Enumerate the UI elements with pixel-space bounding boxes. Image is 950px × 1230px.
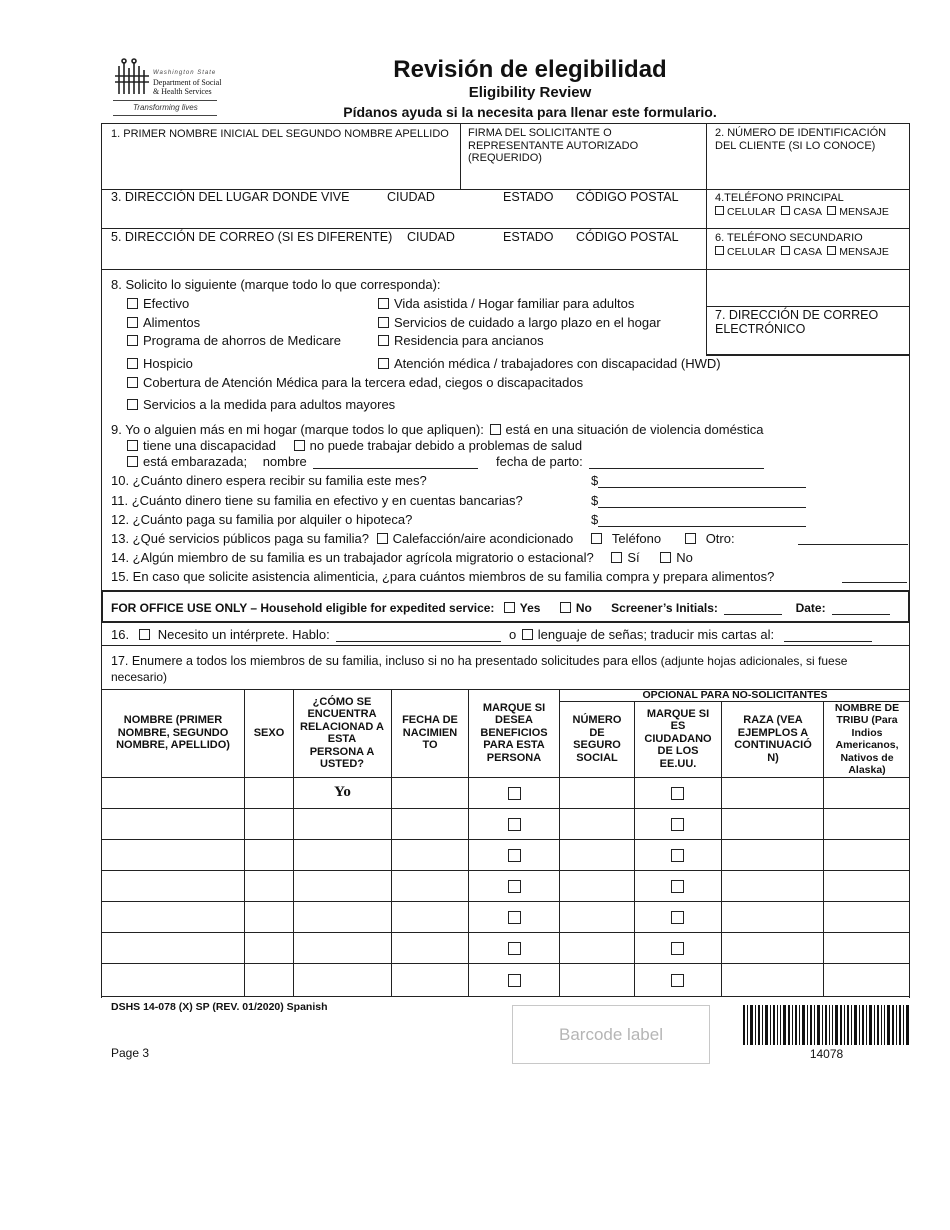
barcode-number: 14078	[809, 1047, 844, 1061]
q10-dollar: $	[591, 473, 599, 488]
q14-yes-checkbox[interactable]	[611, 552, 622, 563]
main-phone-msg-checkbox[interactable]	[827, 206, 836, 215]
q16-letters-input[interactable]	[784, 628, 872, 642]
q9-due-label: fecha de parto:	[496, 454, 583, 469]
field-email[interactable]	[715, 308, 905, 336]
field-name-label: 1. PRIMER NOMBRE INICIAL DEL SEGUNDO NOMBRE APELLIDO	[111, 128, 449, 140]
benefits-checkbox[interactable]	[508, 818, 521, 831]
q16-number: 16.	[111, 627, 130, 642]
q13-other-label: Otro:	[705, 531, 735, 546]
office-use-label: FOR OFFICE USE ONLY – Household eligible for expedited service:	[111, 601, 495, 615]
q13-phone-checkbox[interactable]	[591, 533, 602, 544]
q16-label: Necesito un intérprete. Hablo:	[157, 627, 330, 642]
field-client-id[interactable]	[715, 127, 905, 153]
field-mailing-address[interactable]	[111, 230, 701, 266]
option-hwd-label: Atención médica / trabajadores con discapacidad (HWD)	[394, 356, 721, 371]
option-long-term-care-checkbox[interactable]	[378, 317, 389, 328]
barcode-icon	[743, 1005, 910, 1045]
secondary-phone-cell-checkbox[interactable]	[715, 246, 724, 255]
col-benefits-header: MARQUE SI DESEA BENEFICIOS PARA ESTA PERSONA	[480, 701, 548, 764]
col-name-header: NOMBRE (PRIMER NOMBRE, SEGUNDO NOMBRE, APELLIDO)	[116, 714, 230, 752]
benefits-checkbox[interactable]	[508, 849, 521, 862]
q9-disability-label: tiene una discapacidad	[143, 438, 276, 453]
option-food-checkbox[interactable]	[127, 317, 138, 328]
option-food[interactable]	[127, 314, 341, 333]
secondary-phone-home-label: CASA	[793, 246, 822, 258]
form-title-english: Eligibility Review	[468, 84, 592, 101]
citizen-checkbox[interactable]	[671, 880, 684, 893]
field-signature[interactable]	[468, 127, 668, 165]
citizen-checkbox[interactable]	[671, 942, 684, 955]
option-medicare-savings-label: Programa de ahorros de Medicare	[143, 333, 341, 348]
field-address-state: ESTADO	[503, 190, 554, 204]
q10-label: 10. ¿Cuánto dinero espera recibir su familia este mes?	[111, 473, 427, 488]
option-nursing-home-label: Residencia para ancianos	[394, 333, 544, 348]
option-assisted-living-checkbox[interactable]	[378, 298, 389, 309]
q9-pregnant-label: está embarazada;	[143, 454, 248, 469]
table-row	[102, 840, 909, 870]
citizen-checkbox[interactable]	[671, 974, 684, 987]
q9-cannot-work-label: no puede trabajar debido a problemas de salud	[309, 438, 583, 453]
col-dob-header: FECHA DE NACIMIEN TO	[402, 714, 458, 752]
field-main-phone[interactable]	[715, 191, 907, 219]
option-aged-blind-disabled-checkbox[interactable]	[127, 377, 138, 388]
option-hospice[interactable]	[127, 356, 193, 371]
option-tailored-services[interactable]	[127, 397, 395, 412]
dshs-logo	[113, 58, 223, 116]
option-cash-checkbox[interactable]	[127, 298, 138, 309]
q12-label: 12. ¿Cuánto paga su familia por alquiler o hipoteca?	[111, 512, 413, 527]
field-mailing-state: ESTADO	[503, 230, 554, 244]
q16-interpreter-checkbox[interactable]	[139, 629, 150, 640]
option-assisted-living[interactable]	[378, 295, 661, 314]
field-address-label: 3. DIRECCIÓN DEL LUGAR DONDE VIVE	[111, 190, 350, 204]
benefits-checkbox[interactable]	[508, 974, 521, 987]
option-hospice-label: Hospicio	[143, 356, 193, 371]
option-cash[interactable]	[127, 295, 341, 314]
citizen-checkbox[interactable]	[671, 787, 684, 800]
q8-title: 8. Solicito lo siguiente (marque todo lo que corresponda):	[111, 277, 441, 292]
field-mailing-city: CIUDAD	[407, 230, 455, 244]
q16-sign-label: lenguaje de señas; traducir mis cartas al:	[537, 627, 775, 642]
office-initials-label: Screener’s Initials:	[611, 601, 718, 615]
q14-no-label: No	[676, 550, 693, 565]
field-secondary-phone-label: 6. TELÉFONO SECUNDARIO	[715, 232, 863, 244]
field-email-label: 7. DIRECCIÓN DE CORREO ELECTRÓNICO	[715, 308, 879, 336]
q15-label: 15. En caso que solicite asistencia alimenticia, ¿para cuántos miembros de su familia compra y prepara alimentos?	[111, 569, 775, 584]
field-signature-label: FIRMA DEL SOLICITANTE O REPRESENTANTE AUTORIZADO (REQUERIDO)	[468, 127, 639, 164]
page-number: Page 3	[111, 1046, 150, 1060]
benefits-checkbox[interactable]	[508, 880, 521, 893]
table-row	[102, 809, 909, 839]
option-long-term-care[interactable]	[378, 314, 661, 333]
table-row	[102, 964, 909, 996]
main-phone-home-label: CASA	[793, 206, 822, 218]
form-title: Revisión de elegibilidad	[393, 56, 667, 83]
main-phone-home-checkbox[interactable]	[781, 206, 790, 215]
q11-label: 11. ¿Cuánto dinero tiene su familia en efectivo y en cuentas bancarias?	[111, 493, 523, 508]
form-number: DSHS 14-078 (X) SP (REV. 01/2020) Spanish	[111, 1001, 328, 1013]
option-long-term-care-label: Servicios de cuidado a largo plazo en el hogar	[394, 314, 661, 330]
q15-input[interactable]	[842, 569, 907, 583]
q9-dv-checkbox[interactable]	[490, 424, 501, 435]
q13-other-checkbox[interactable]	[685, 533, 696, 544]
option-assisted-living-label: Vida asistida / Hogar familiar para adultos	[394, 296, 635, 311]
office-yes-label: Yes	[519, 601, 541, 615]
q16-or: o	[508, 627, 517, 642]
option-medicare-savings-checkbox[interactable]	[127, 335, 138, 346]
q9-name-input[interactable]	[313, 455, 478, 469]
field-mailing-zip: CÓDIGO POSTAL	[576, 230, 679, 244]
citizen-checkbox[interactable]	[671, 849, 684, 862]
q11-input[interactable]	[598, 494, 806, 508]
q17-label: 17. Enumere a todos los miembros de su familia, incluso si no ha presentado solicitudes para ellos	[111, 654, 658, 668]
office-date-input[interactable]	[832, 601, 890, 615]
field-mailing-label: 5. DIRECCIÓN DE CORREO (SI ES DIFERENTE)	[111, 230, 393, 244]
benefits-checkbox[interactable]	[508, 911, 521, 924]
main-phone-cell-label: CELULAR	[727, 206, 776, 218]
barcode-label-box	[512, 1005, 710, 1064]
option-medicare-savings[interactable]	[127, 332, 341, 351]
main-phone-cell-checkbox[interactable]	[715, 206, 724, 215]
secondary-phone-cell-label: CELULAR	[727, 246, 776, 258]
q9-disability-checkbox[interactable]	[127, 440, 138, 451]
office-no-checkbox[interactable]	[560, 602, 571, 613]
q9-name-label: nombre	[262, 454, 307, 469]
field-address-city: CIUDAD	[387, 190, 435, 204]
option-hwd[interactable]	[378, 356, 721, 371]
table-row	[102, 933, 909, 963]
option-hospice-checkbox[interactable]	[127, 358, 138, 369]
form-subtitle: Pídanos ayuda si la necesita para llenar este formulario.	[343, 104, 717, 120]
col-tribe-header: NOMBRE DE TRIBU (Para Indios Americanos, Nativos de Alaska)	[834, 701, 900, 776]
logo-dept: Department of Social	[153, 78, 222, 87]
q14-yes-label: Sí	[627, 550, 640, 565]
field-client-id-label: 2. NÚMERO DE IDENTIFICACIÓN DEL CLIENTE (SI LO CONOCE)	[715, 127, 887, 152]
office-initials-input[interactable]	[724, 601, 782, 615]
benefits-checkbox[interactable]	[508, 787, 521, 800]
q11-dollar: $	[591, 493, 599, 508]
q9-dv-label: está en una situación de violencia doméstica	[505, 422, 764, 437]
logo-dept-2: & Health Services	[153, 87, 212, 96]
option-aged-blind-disabled[interactable]	[127, 375, 583, 390]
table-row	[102, 902, 909, 932]
q14-label: 14. ¿Algún miembro de su familia es un trabajador agrícola migratorio o estacional?	[111, 550, 594, 565]
col-relation-header: ¿CÓMO SE ENCUENTRA RELACIONAD A ESTA PERSONA A USTED?	[300, 695, 384, 770]
logo-tagline: Transforming lives	[133, 103, 198, 112]
barcode-label-text: Barcode label	[559, 1024, 663, 1044]
field-address[interactable]	[111, 190, 701, 226]
q9-due-input[interactable]	[589, 455, 764, 469]
option-tailored-services-label: Servicios a la medida para adultos mayores	[143, 397, 396, 412]
option-food-label: Alimentos	[143, 314, 201, 330]
q13-phone-label: Teléfono	[611, 531, 662, 546]
office-no-label: No	[575, 601, 592, 615]
field-secondary-phone[interactable]	[715, 231, 907, 259]
table-optional-header: OPCIONAL PARA NO-SOLICITANTES	[642, 688, 828, 701]
option-tailored-services-checkbox[interactable]	[127, 399, 138, 410]
q9-lead: 9. Yo o alguien más en mi hogar (marque todos lo que apliquen):	[111, 422, 484, 437]
citizen-checkbox[interactable]	[671, 818, 684, 831]
secondary-phone-home-checkbox[interactable]	[781, 246, 790, 255]
q10-input[interactable]	[598, 474, 806, 488]
main-phone-msg-label: MENSAJE	[839, 206, 889, 218]
q9-pregnant-checkbox[interactable]	[127, 456, 138, 467]
option-cash-label: Efectivo	[143, 296, 190, 311]
field-address-zip: CÓDIGO POSTAL	[576, 190, 679, 204]
table-row	[102, 778, 909, 808]
q17-note: (adjunte hojas adicionales, si fuese necesario)	[111, 654, 848, 684]
col-citizen-header: MARQUE SI ES CIUDADANO DE LOS EE.UU.	[644, 707, 712, 770]
q13-label: 13. ¿Qué servicios públicos paga su familia?	[111, 531, 369, 546]
logo-state: Washington State	[153, 70, 217, 76]
q12-dollar: $	[591, 512, 599, 527]
q16-language-input[interactable]	[336, 628, 501, 642]
table-row	[102, 871, 909, 901]
col-ssn-header: NÚMERO DE SEGURO SOCIAL	[572, 714, 622, 764]
secondary-phone-msg-label: MENSAJE	[839, 246, 889, 258]
field-main-phone-label: 4.TELÉFONO PRINCIPAL	[715, 192, 844, 204]
q9-cannot-work-checkbox[interactable]	[294, 440, 305, 451]
option-hwd-checkbox[interactable]	[378, 358, 389, 369]
office-yes-checkbox[interactable]	[504, 602, 515, 613]
field-name[interactable]	[111, 128, 456, 140]
q14-no-checkbox[interactable]	[660, 552, 671, 563]
q13-heat-label: Calefacción/aire acondicionado	[392, 531, 574, 546]
relation-self: Yo	[334, 784, 351, 800]
office-date-label: Date:	[795, 601, 826, 615]
option-nursing-home-checkbox[interactable]	[378, 335, 389, 346]
col-sex-header: SEXO	[253, 726, 285, 739]
benefits-checkbox[interactable]	[508, 942, 521, 955]
q12-input[interactable]	[598, 513, 806, 527]
q13-heat-checkbox[interactable]	[377, 533, 388, 544]
citizen-checkbox[interactable]	[671, 911, 684, 924]
option-aged-blind-disabled-label: Cobertura de Atención Médica para la tercera edad, ciegos o discapacitados	[143, 375, 584, 390]
dshs-logo-icon	[113, 58, 153, 98]
q13-other-input[interactable]	[798, 531, 908, 545]
option-nursing-home[interactable]	[378, 332, 661, 351]
q16-sign-checkbox[interactable]	[522, 629, 533, 640]
secondary-phone-msg-checkbox[interactable]	[827, 246, 836, 255]
col-race-header: RAZA (VEA EJEMPLOS A CONTINUACIÓ N)	[734, 714, 812, 764]
